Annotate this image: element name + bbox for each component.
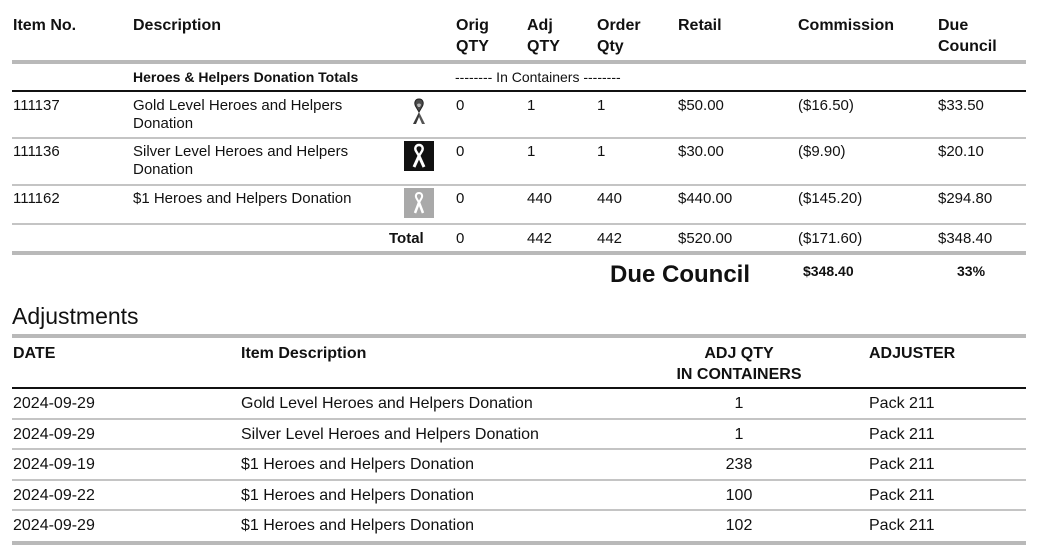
row1-order: 1 (597, 97, 606, 114)
row3-adj: 440 (527, 190, 553, 207)
row2-due: $20.10 (938, 143, 984, 160)
header-order-qty-line1: Order (597, 17, 641, 34)
total-label: Total (389, 230, 424, 247)
row3-commission: ($145.20) (798, 190, 863, 207)
adj-header-adj-qty-line1: ADJ QTY (704, 345, 774, 362)
row1-due: $33.50 (938, 97, 984, 114)
header-adj-qty-line1: Adj (527, 17, 553, 34)
adj-row-divider (12, 509, 1026, 511)
adj-row-divider (12, 418, 1026, 420)
header-due-council (938, 15, 997, 57)
section-note: -------- In Containers -------- (455, 69, 621, 85)
header-orig-qty-line1: Orig (456, 17, 489, 34)
adj-row3-qty: 238 (725, 456, 753, 473)
adj-header-date: DATE (13, 345, 56, 362)
row3-order: 440 (597, 190, 623, 207)
row-divider (12, 184, 1026, 186)
row-divider (12, 137, 1026, 139)
dark-ribbon-icon (404, 96, 434, 126)
adj-row1-qty: 1 (734, 395, 744, 412)
total-adj: 442 (527, 230, 553, 247)
adj-row3-description: $1 Heroes and Helpers Donation (241, 456, 475, 473)
row1-description (133, 97, 342, 133)
total-order: 442 (597, 230, 623, 247)
adj-row-divider (12, 448, 1026, 450)
row1-orig: 0 (456, 97, 465, 114)
row2-commission: ($9.90) (798, 143, 846, 160)
adjustments-bottom-divider (12, 541, 1026, 545)
due-council-amount: $348.40 (803, 263, 854, 279)
row2-description (133, 143, 348, 179)
row3-retail: $440.00 (678, 190, 733, 207)
total-retail: $520.00 (678, 230, 733, 247)
white-ribbon-on-black-icon (404, 141, 434, 171)
row-divider (12, 223, 1026, 225)
row1-item-no: 111137 (13, 97, 60, 114)
adj-row4-adjuster: Pack 211 (869, 487, 935, 504)
row3-item-no: 111162 (13, 190, 60, 207)
row3-due: $294.80 (938, 190, 993, 207)
adj-header-adjuster: ADJUSTER (869, 345, 956, 362)
white-ribbon-on-gray-icon (404, 188, 434, 218)
section-title: Heroes & Helpers Donation Totals (133, 69, 359, 85)
adj-row2-adjuster: Pack 211 (869, 426, 935, 443)
header-retail: Retail (678, 17, 722, 34)
due-council-percent: 33% (957, 263, 986, 279)
row3-orig: 0 (456, 190, 465, 207)
row1-adj: 1 (527, 97, 536, 114)
adjustments-top-divider (12, 334, 1026, 338)
row2-order: 1 (597, 143, 606, 160)
adj-row1-date: 2024-09-29 (13, 395, 95, 412)
row2-orig: 0 (456, 143, 465, 160)
adj-row4-qty: 100 (725, 487, 753, 504)
row2-description-line2: Donation (133, 161, 194, 178)
row1-description-line1: Gold Level Heroes and Helpers (133, 97, 343, 114)
due-council-label: Due Council (610, 261, 751, 288)
adj-row5-qty: 102 (725, 517, 753, 534)
header-item-no: Item No. (13, 17, 77, 34)
adj-row5-description: $1 Heroes and Helpers Donation (241, 517, 475, 534)
adj-row1-adjuster: Pack 211 (869, 395, 935, 412)
total-divider (12, 251, 1026, 255)
adj-header-adj-qty (669, 343, 809, 385)
row3-description (133, 190, 351, 208)
header-order-qty (597, 15, 641, 57)
adj-row5-adjuster: Pack 211 (869, 517, 935, 534)
header-adj-qty (527, 15, 560, 57)
row2-adj: 1 (527, 143, 536, 160)
header-due-council-line2: Council (938, 38, 997, 55)
adj-row5-date: 2024-09-29 (13, 517, 95, 534)
total-due: $348.40 (938, 230, 993, 247)
row3-description-line1: $1 Heroes and Helpers Donation (133, 190, 352, 207)
row1-commission: ($16.50) (798, 97, 854, 114)
row1-retail: $50.00 (678, 97, 724, 114)
adj-row3-adjuster: Pack 211 (869, 456, 935, 473)
adjustments-title: Adjustments (12, 303, 139, 329)
adj-row4-description: $1 Heroes and Helpers Donation (241, 487, 475, 504)
adj-row2-qty: 1 (734, 426, 744, 443)
adj-row4-date: 2024-09-22 (13, 487, 95, 504)
adjustments-header-divider (12, 387, 1026, 389)
row2-retail: $30.00 (678, 143, 724, 160)
adj-row2-description: Silver Level Heroes and Helpers Donation (241, 426, 539, 443)
adj-row2-date: 2024-09-29 (13, 426, 95, 443)
row2-description-line1: Silver Level Heroes and Helpers (133, 143, 349, 160)
header-due-council-line1: Due (938, 17, 969, 34)
header-order-qty-line2: Qty (597, 38, 624, 55)
adj-row1-description: Gold Level Heroes and Helpers Donation (241, 395, 533, 412)
row2-item-no: 111136 (13, 143, 60, 160)
header-commission: Commission (798, 17, 895, 34)
adj-row3-date: 2024-09-19 (13, 456, 95, 473)
adj-header-item-description: Item Description (241, 345, 367, 362)
header-divider (12, 60, 1026, 64)
header-description: Description (133, 17, 222, 34)
header-orig-qty-line2: QTY (456, 38, 489, 55)
header-orig-qty (456, 15, 489, 57)
total-commission: ($171.60) (798, 230, 863, 247)
header-adj-qty-line2: QTY (527, 38, 560, 55)
row1-description-line2: Donation (133, 115, 194, 132)
total-orig: 0 (456, 230, 465, 247)
adj-header-adj-qty-line2: IN CONTAINERS (676, 366, 802, 383)
adj-row-divider (12, 479, 1026, 481)
section-divider (12, 90, 1026, 92)
